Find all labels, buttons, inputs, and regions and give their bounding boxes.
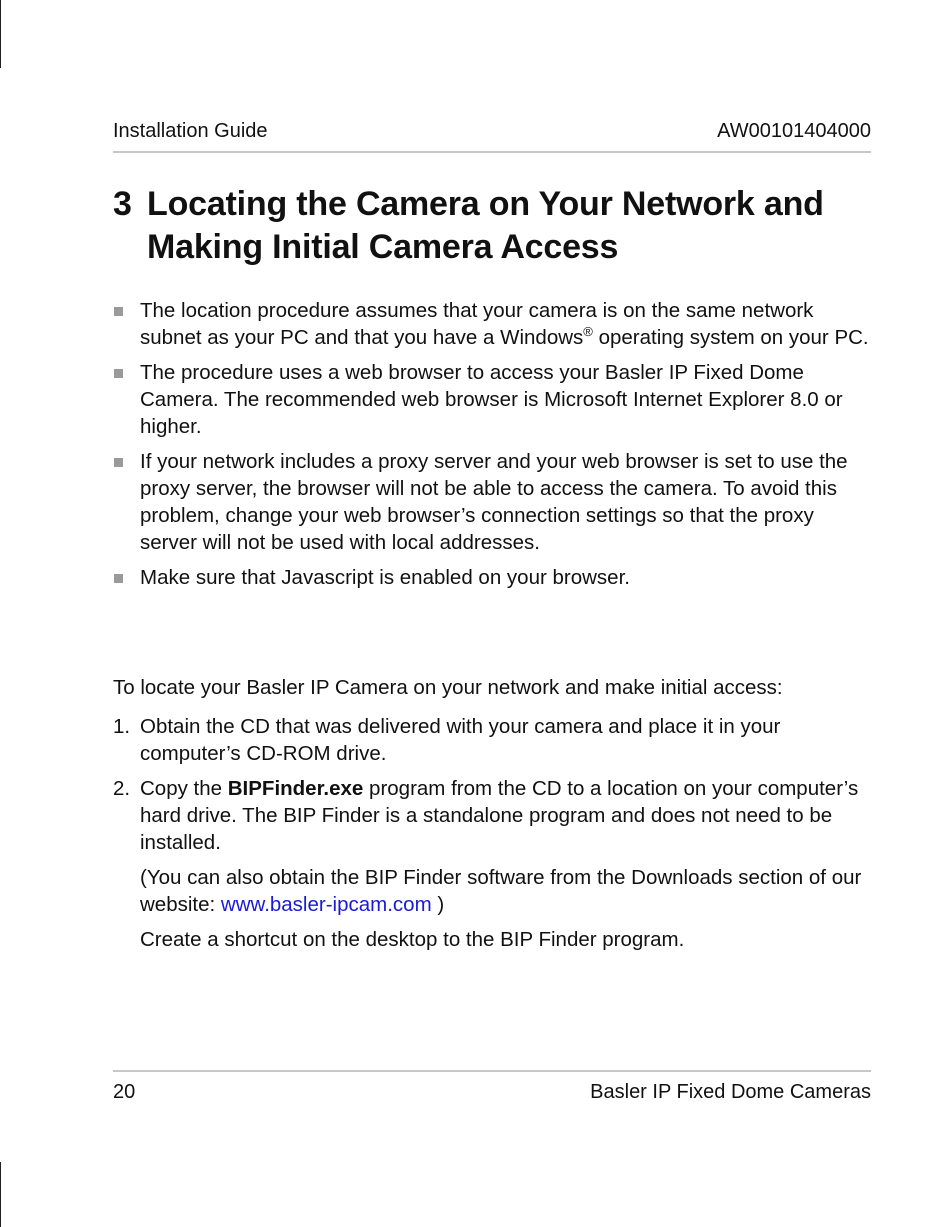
step-text — [140, 775, 873, 856]
header-rule — [113, 151, 871, 153]
bullet-text: The procedure uses a web browser to access your Basler IP Fixed Dome Camera. The recommended web browser is Microsoft Internet Explorer 8.0 or higher. — [140, 361, 843, 438]
page-footer — [113, 1079, 871, 1105]
step-number: 1. — [113, 715, 131, 738]
note-text: (You can also obtain the BIP Finder software from the Downloads section of our website: — [140, 866, 862, 916]
footer-rule — [113, 1070, 871, 1072]
bullet-text: Make sure that Javascript is enabled on your browser. — [140, 566, 630, 589]
registered-mark: ® — [583, 324, 593, 340]
step-text-part: program from the CD to a location on your computer’s hard drive. The BIP Finder is a standalone program and does not need to be installed. — [140, 777, 859, 854]
bullet-text-part: operating system on your PC. — [592, 326, 869, 349]
bullet-text-part: The location procedure assumes that your camera is on the same network subnet as your PC and that you have a Windows — [140, 299, 814, 349]
chapter-title: Locating the Camera on Your Network and Making Initial Camera Access — [147, 185, 824, 266]
procedure-steps — [113, 713, 873, 961]
prerequisites-list — [113, 297, 873, 599]
crop-mark-top — [0, 0, 1, 68]
step-text-part: Copy the — [140, 777, 228, 800]
bullet-text — [140, 299, 869, 349]
header-doc-id: AW00101404000 — [717, 120, 871, 142]
crop-mark-bottom — [0, 1162, 1, 1227]
list-item — [113, 297, 873, 351]
page-header — [113, 118, 871, 144]
list-item — [113, 564, 873, 591]
list-item — [113, 448, 873, 556]
page-number: 20 — [113, 1081, 136, 1103]
shortcut-instruction: Create a shortcut on the desktop to the BIP Finder program. — [140, 928, 685, 951]
step-number: 2. — [113, 777, 131, 800]
step-item — [113, 713, 873, 767]
program-filename: BIPFinder.exe — [227, 777, 364, 800]
bullet-text: If your network includes a proxy server and your web browser is set to use the proxy server, the browser will not be able to access the camera. To avoid this problem, change your web browser’s connection settings so that the proxy server will not be used with local addresses. — [140, 450, 848, 554]
square-bullet-icon — [114, 574, 123, 583]
website-link[interactable]: www.basler-ipcam.com — [220, 893, 432, 916]
download-note — [140, 864, 873, 918]
square-bullet-icon — [114, 458, 123, 467]
procedure-intro: To locate your Basler IP Camera on your network and make initial access: — [113, 676, 783, 699]
chapter-number: 3 — [113, 185, 132, 223]
square-bullet-icon — [114, 369, 123, 378]
step-item — [113, 775, 873, 953]
note-text-end: ) — [431, 893, 445, 916]
header-doc-type: Installation Guide — [113, 120, 268, 142]
step-text: Obtain the CD that was delivered with your camera and place it in your computer’s CD-ROM drive. — [140, 715, 781, 765]
list-item — [113, 359, 873, 440]
square-bullet-icon — [114, 307, 123, 316]
footer-product-name: Basler IP Fixed Dome Cameras — [590, 1081, 871, 1103]
